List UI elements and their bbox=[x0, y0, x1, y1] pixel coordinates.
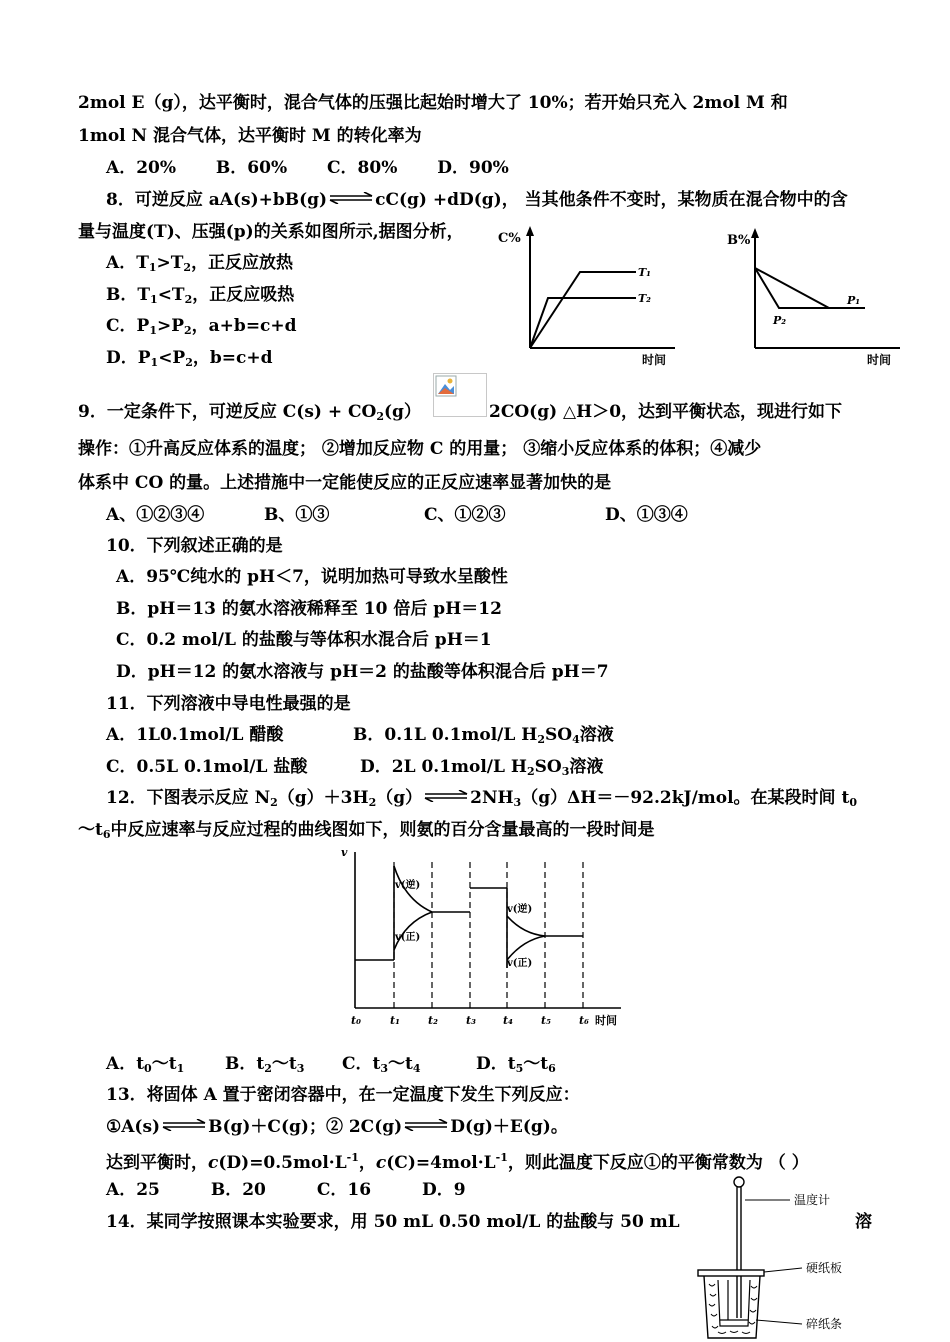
q10-option-a: A．95℃纯水的 pH＜7，说明加热可导致水呈酸性 bbox=[116, 567, 508, 587]
label-v-reverse-1: v(逆) bbox=[395, 880, 421, 891]
q14-calorimeter-figure bbox=[690, 1170, 870, 1342]
q12-option-b: B．$t_2\sim t_3$ bbox=[225, 1054, 305, 1075]
q13-options: A．25 B．20 C．16 D．9 bbox=[106, 1180, 466, 1200]
tick-t4: t₄ bbox=[503, 1014, 513, 1027]
label-thermometer: 温度计 bbox=[794, 1193, 831, 1207]
time-gridlines bbox=[394, 862, 583, 1008]
q7-options: A．20% B．60% C．80% D．90% bbox=[106, 158, 509, 178]
q9-line1-right: 2CO(g) △H＞0，达到平衡状态，现进行如下 bbox=[489, 402, 843, 422]
label-v-forward-1: v(正) bbox=[395, 932, 421, 943]
tick-t3: t₃ bbox=[466, 1014, 476, 1027]
curve-t1 bbox=[530, 272, 636, 348]
q8-option-c: C．$P_1>P_2$，a+b=c+d bbox=[106, 316, 297, 337]
q8-graph-c-percent bbox=[490, 224, 680, 369]
q12-line2: $\sim t_6$中反应速率与反应过程的曲线图如下，则氨的百分含量最高的一段时间是 bbox=[78, 820, 655, 841]
q9-line1-left: 9．一定条件下，可逆反应 $C(s) + CO_2(g)$ bbox=[78, 402, 421, 423]
q9-option-c: C、①②③ bbox=[424, 505, 506, 525]
rate-curves bbox=[355, 866, 583, 968]
q8-option-b: B．$T_1<T_2$，正反应吸热 bbox=[106, 285, 295, 306]
q14-line-right: 溶 bbox=[855, 1212, 872, 1232]
image-placeholder-icon bbox=[435, 375, 457, 397]
label-v-forward-2: v(正) bbox=[507, 958, 533, 969]
label-shredded-paper: 碎纸条 bbox=[806, 1317, 843, 1331]
thermometer-bulb-top-icon bbox=[734, 1177, 744, 1187]
label-t2: T₂ bbox=[638, 292, 652, 305]
q14-line-left: 14．某同学按照课本实验要求，用 50 mL 0.50 mol/L 的盐酸与 50 mL bbox=[106, 1212, 680, 1232]
q8-graph-b-percent bbox=[725, 224, 905, 369]
tick-t1: t₁ bbox=[390, 1014, 400, 1027]
q11-option-d: D．2L 0.1mol/L $H_2SO_3$溶液 bbox=[360, 757, 604, 778]
q12-option-a: A．$t_0\sim t_1$ bbox=[106, 1054, 185, 1075]
label-p2: P₂ bbox=[773, 314, 787, 327]
y-label: C% bbox=[498, 231, 521, 246]
q10-stem: 10．下列叙述正确的是 bbox=[106, 536, 283, 556]
q11-option-c: C．0.5L 0.1mol/L 盐酸 bbox=[106, 757, 308, 777]
equilibrium-arrow-icon bbox=[161, 1119, 207, 1131]
q10-option-b: B．pH＝13 的氨水溶液稀释至 10 倍后 pH＝12 bbox=[116, 599, 502, 619]
equilibrium-arrow-icon bbox=[403, 1119, 449, 1131]
q10-option-d: D．pH＝12 的氨水溶液与 pH＝2 的盐酸等体积混合后 pH＝7 bbox=[116, 662, 609, 682]
label-v-reverse-2: v(逆) bbox=[507, 904, 533, 915]
q8-option-a: A．$T_1>T_2$，正反应放热 bbox=[106, 253, 294, 274]
equilibrium-arrow-icon bbox=[328, 192, 374, 204]
label-t1: T₁ bbox=[638, 266, 652, 279]
broken-image-icon bbox=[433, 373, 487, 417]
q12-option-d: D．$t_5\sim t_6$ bbox=[476, 1054, 556, 1075]
q8-line2: 量与温度(T)、压强(p)的关系如图所示,据图分析， bbox=[78, 222, 464, 242]
q11-option-a: A．1L0.1mol/L 醋酸 bbox=[106, 725, 284, 745]
q13-equations: ①A(s) B(g)＋C(g)；② 2C(g) D(g)＋E(g)。 bbox=[106, 1117, 568, 1137]
y-label: B% bbox=[727, 233, 751, 248]
equilibrium-arrow-icon bbox=[423, 790, 469, 802]
tick-t0: t₀ bbox=[351, 1014, 361, 1027]
label-p1: P₁ bbox=[847, 294, 861, 307]
tick-t2: t₂ bbox=[428, 1014, 438, 1027]
q9-option-b: B、①③ bbox=[264, 505, 330, 525]
q12-rate-graph bbox=[335, 842, 645, 1032]
q12-line1: 12．下图表示反应 $N_2(g)+3H_2(g)$ $2NH_3(g)\Delta H=-92.2kJ$/mol。在某段时间 $t_0$ bbox=[106, 788, 857, 809]
q8-line1: 8．可逆反应 aA(s)+bB(g) cC(g) +dD(g)， 当其他条件不变时，某物质在混合物中的含 bbox=[106, 190, 848, 210]
x-label: 时间 bbox=[595, 1014, 617, 1027]
y-label: v bbox=[341, 846, 348, 859]
label-board: 硬纸板 bbox=[806, 1261, 843, 1275]
q8-option-d: D．$P_1<P_2$，b=c+d bbox=[106, 348, 273, 369]
q13-condition: 达到平衡时，$c(D)=0.5mol\cdot L^{-1}$，$c(C)=4mol\cdot L^{-1}$，则此温度下反应①的平衡常数为 （ ） bbox=[106, 1151, 809, 1173]
q10-option-c: C．0.2 mol/L 的盐酸与等体积水混合后 pH＝1 bbox=[116, 630, 492, 650]
q13-stem: 13．将固体 A 置于密闭容器中，在一定温度下发生下列反应： bbox=[106, 1085, 580, 1105]
q11-option-b: B．0.1L 0.1mol/L $H_2SO_4$溶液 bbox=[353, 725, 614, 746]
q9-line2: 操作：①升高反应体系的温度； ②增加反应物 C 的用量； ③缩小反应体系的体积；④减少 bbox=[78, 439, 762, 459]
q9-line3: 体系中 CO 的量。上述措施中一定能使反应的正反应速率显著加快的是 bbox=[78, 473, 612, 493]
tick-t6: t₆ bbox=[579, 1014, 589, 1027]
q12-option-c: C．$t_3\sim t_4$ bbox=[342, 1054, 421, 1075]
q7-line1: 2mol E（g），达平衡时，混合气体的压强比起始时增大了 10%；若开始只充入 2mol M 和 bbox=[78, 93, 788, 113]
q7-line2: 1mol N 混合气体，达平衡时 M 的转化率为 bbox=[78, 126, 422, 146]
time-ticks bbox=[351, 1014, 589, 1027]
q9-option-a: A、①②③④ bbox=[106, 505, 205, 525]
x-label: 时间 bbox=[867, 353, 892, 367]
q9-option-d: D、①③④ bbox=[605, 505, 688, 525]
q11-stem: 11．下列溶液中导电性最强的是 bbox=[106, 694, 351, 714]
x-label: 时间 bbox=[642, 353, 667, 367]
tick-t5: t₅ bbox=[541, 1014, 551, 1027]
